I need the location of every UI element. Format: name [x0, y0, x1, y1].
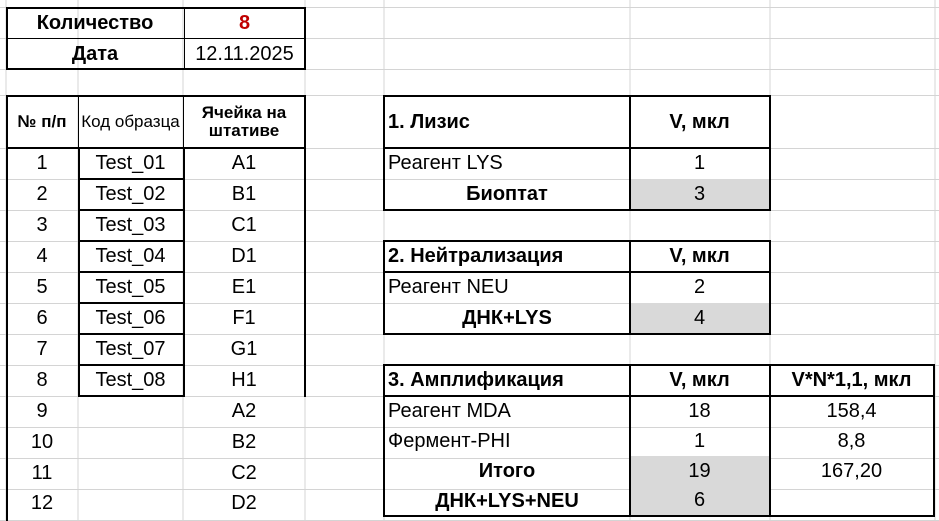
date-label: Дата: [71, 43, 119, 65]
sample-number[interactable]: 9: [36, 400, 48, 422]
quantity-label: Количество: [36, 12, 154, 34]
sample-number[interactable]: 3: [36, 214, 48, 236]
samples-header-number: № п/п: [17, 111, 67, 131]
samples-header-cell: Ячейка на штативе: [201, 102, 287, 140]
sample-rack-cell[interactable]: H1: [231, 369, 257, 391]
sample-code[interactable]: [78, 427, 183, 458]
neutralization-title: 2. Нейтрализация: [388, 245, 564, 267]
sample-rack-cell[interactable]: G1: [230, 338, 258, 360]
neutralization-reagent-value[interactable]: 2: [693, 276, 706, 298]
sample-number[interactable]: 1: [36, 152, 48, 174]
amplification-phi-value[interactable]: 1: [693, 429, 706, 452]
sample-code[interactable]: Test_03: [95, 214, 166, 236]
amplification-mda-calc[interactable]: 158,4: [826, 399, 877, 422]
amplification-total-label: Итого: [478, 459, 536, 482]
amplification-total-value[interactable]: 19: [630, 456, 769, 486]
lysis-sample-label: Биоптат: [466, 183, 548, 205]
sample-code[interactable]: Test_05: [95, 276, 166, 298]
amplification-mda-label: Реагент MDA: [388, 399, 511, 422]
sample-code[interactable]: Test_07: [95, 338, 166, 360]
lysis-reagent-label: Реагент LYS: [388, 152, 503, 174]
neutralization-reagent-label: Реагент NEU: [388, 276, 509, 298]
sample-code[interactable]: Test_04: [95, 245, 166, 267]
sample-rack-cell[interactable]: C1: [231, 214, 257, 236]
amplification-title: 3. Амплификация: [388, 369, 564, 391]
neutralization-sample-label: ДНК+LYS: [462, 307, 552, 329]
sample-number[interactable]: 6: [36, 307, 48, 329]
lysis-sample-value[interactable]: 3: [630, 179, 769, 209]
sample-code[interactable]: Test_02: [95, 183, 166, 205]
amplification-phi-label: Фермент-PHI: [388, 429, 511, 452]
sample-number[interactable]: 4: [36, 245, 48, 267]
sample-number[interactable]: 10: [30, 431, 54, 453]
neutralization-sample-value[interactable]: 4: [630, 303, 769, 333]
amplification-calc-header: V*N*1,1, мкл: [791, 369, 912, 391]
sample-rack-cell[interactable]: B2: [231, 431, 257, 453]
amplification-mda-value[interactable]: 18: [688, 399, 711, 422]
amplification-sample-value[interactable]: 6: [630, 486, 769, 515]
samples-header-code: Код образца: [81, 111, 180, 131]
lysis-vol-header: V, мкл: [669, 110, 730, 133]
sample-rack-cell[interactable]: A2: [231, 400, 257, 422]
sample-number[interactable]: 8: [36, 369, 48, 391]
sample-number[interactable]: 2: [36, 183, 48, 205]
amplification-total-calc[interactable]: 167,20: [820, 459, 883, 482]
lysis-title: 1. Лизис: [388, 110, 470, 133]
sample-rack-cell[interactable]: D1: [231, 245, 257, 267]
sample-rack-cell[interactable]: C2: [231, 462, 257, 484]
amplification-phi-calc[interactable]: 8,8: [837, 429, 866, 452]
sample-rack-cell[interactable]: A1: [231, 152, 257, 174]
sample-number[interactable]: 12: [30, 492, 54, 514]
sample-number[interactable]: 5: [36, 276, 48, 298]
sample-code[interactable]: [78, 458, 183, 489]
neutralization-vol-header: V, мкл: [669, 245, 730, 267]
sample-rack-cell[interactable]: B1: [231, 183, 257, 205]
amplification-vol-header: V, мкл: [669, 369, 730, 391]
sample-rack-cell[interactable]: E1: [231, 276, 257, 298]
sample-rack-cell[interactable]: D2: [231, 492, 257, 514]
sample-number[interactable]: 7: [36, 338, 48, 360]
amplification-sample-label: ДНК+LYS+NEU: [435, 489, 579, 512]
sample-code[interactable]: [78, 489, 183, 518]
sample-code[interactable]: [78, 396, 183, 427]
quantity-value[interactable]: 8: [238, 12, 251, 34]
sample-code[interactable]: Test_08: [95, 369, 166, 391]
date-value[interactable]: 12.11.2025: [195, 43, 294, 65]
sample-code[interactable]: Test_01: [95, 152, 166, 174]
sample-rack-cell[interactable]: F1: [232, 307, 256, 329]
sample-code[interactable]: Test_06: [95, 307, 166, 329]
sample-number[interactable]: 11: [31, 462, 53, 484]
lysis-reagent-value[interactable]: 1: [693, 152, 706, 174]
